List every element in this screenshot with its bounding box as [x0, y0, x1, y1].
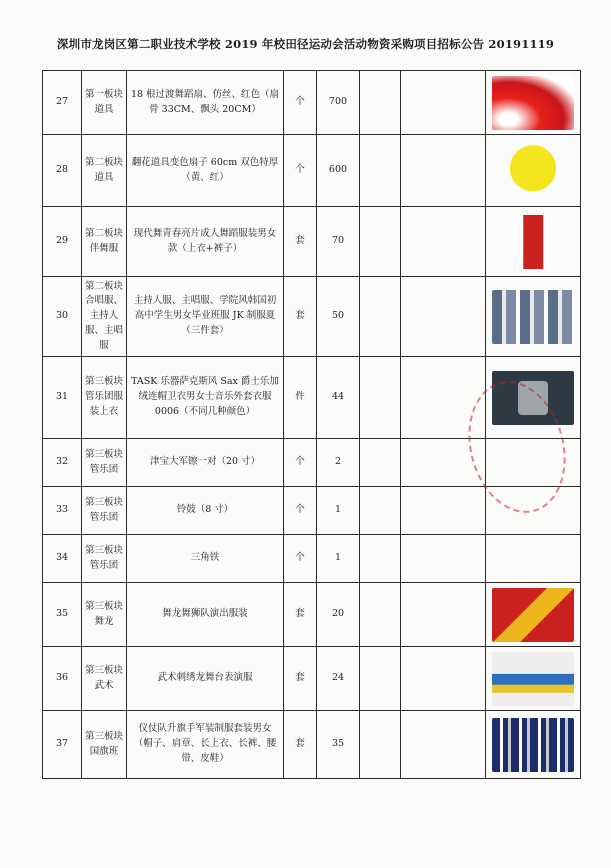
table-row	[43, 207, 581, 277]
row-empty-cell	[360, 535, 401, 583]
row-empty-cell	[360, 207, 401, 277]
table-row	[43, 711, 581, 779]
row-description: 主持人服、主唱服、学院风韩国初高中学生男女毕业班服 JK 制服夏（三件套）	[127, 277, 284, 357]
row-empty-cell	[401, 583, 486, 647]
wushu-photo	[492, 652, 574, 706]
row-description: 铃鼓（8 寸）	[127, 487, 284, 535]
row-empty-cell	[360, 487, 401, 535]
row-description: 舞龙舞狮队演出服装	[127, 583, 284, 647]
row-empty-cell	[401, 277, 486, 357]
row-unit: 个	[284, 439, 317, 487]
yellow-fan-photo	[492, 144, 574, 198]
row-number: 34	[43, 535, 82, 583]
row-unit: 套	[284, 647, 317, 711]
row-quantity: 50	[317, 277, 360, 357]
row-image-cell	[486, 535, 581, 583]
row-quantity: 70	[317, 207, 360, 277]
row-empty-cell	[401, 535, 486, 583]
row-category: 第三板块管乐团	[82, 487, 127, 535]
row-number: 32	[43, 439, 82, 487]
row-category: 第三板块管乐团	[82, 439, 127, 487]
table-row	[43, 535, 581, 583]
row-image-cell	[486, 583, 581, 647]
row-image-cell	[486, 711, 581, 779]
row-image-cell	[486, 207, 581, 277]
row-description: 现代舞青春亮片成人舞蹈服装男女款（上衣+裤子）	[127, 207, 284, 277]
table-row	[43, 583, 581, 647]
row-unit: 个	[284, 487, 317, 535]
table-row	[43, 135, 581, 207]
row-description: 18 根过渡舞蹈扇、仿丝、红色（扇骨 33CM、飘头 20CM）	[127, 71, 284, 135]
row-quantity: 44	[317, 357, 360, 439]
row-empty-cell	[360, 583, 401, 647]
row-category: 第三板块舞龙	[82, 583, 127, 647]
row-number: 37	[43, 711, 82, 779]
uniform-photo	[492, 290, 574, 344]
row-unit: 套	[284, 711, 317, 779]
row-empty-cell	[360, 71, 401, 135]
row-empty-cell	[401, 135, 486, 207]
row-empty-cell	[401, 487, 486, 535]
row-empty-cell	[360, 135, 401, 207]
row-description: 三角铁	[127, 535, 284, 583]
row-unit: 个	[284, 71, 317, 135]
row-quantity: 35	[317, 711, 360, 779]
row-unit: 套	[284, 207, 317, 277]
row-category: 第二板块道具	[82, 135, 127, 207]
row-unit: 个	[284, 135, 317, 207]
row-image-cell	[486, 135, 581, 207]
row-description: TASK 乐器萨克斯风 Sax 爵士乐加绒连帽卫衣男女士音乐外套衣服 0006（不同几种颜色）	[127, 357, 284, 439]
row-empty-cell	[360, 647, 401, 711]
row-category: 第三板块管乐团服装上衣	[82, 357, 127, 439]
row-empty-cell	[401, 647, 486, 711]
row-unit: 套	[284, 277, 317, 357]
dance-costume-photo	[508, 215, 558, 269]
row-category: 第一板块道具	[82, 71, 127, 135]
row-description: 武术刺绣龙舞台表演服	[127, 647, 284, 711]
row-description: 仪仗队升旗手军装制服套装男女（帽子、肩章、长上衣、长裤、腰带、皮鞋）	[127, 711, 284, 779]
row-quantity: 20	[317, 583, 360, 647]
document-title: 深圳市龙岗区第二职业技术学校 2019 年校田径运动会活动物资采购项目招标公告 20191119	[56, 37, 555, 51]
row-quantity: 1	[317, 535, 360, 583]
row-number: 35	[43, 583, 82, 647]
lion-dance-photo	[492, 588, 574, 642]
row-quantity: 1	[317, 487, 360, 535]
row-number: 29	[43, 207, 82, 277]
row-description: 翻花道具变色扇子 60cm 双色特厚（黄、红）	[127, 135, 284, 207]
flag-guard-photo	[492, 718, 574, 772]
row-empty-cell	[401, 71, 486, 135]
row-quantity: 700	[317, 71, 360, 135]
row-number: 28	[43, 135, 82, 207]
row-unit: 套	[284, 583, 317, 647]
row-category: 第三板块国旗班	[82, 711, 127, 779]
row-category: 第二板块合唱服、主持人服、主唱服	[82, 277, 127, 357]
table-row	[43, 71, 581, 135]
row-category: 第三板块管乐团	[82, 535, 127, 583]
row-empty-cell	[401, 207, 486, 277]
row-image-cell	[486, 71, 581, 135]
row-number: 30	[43, 277, 82, 357]
row-number: 36	[43, 647, 82, 711]
red-fan-photo	[492, 76, 574, 130]
row-empty-cell	[360, 357, 401, 439]
row-empty-cell	[360, 439, 401, 487]
row-quantity: 24	[317, 647, 360, 711]
row-empty-cell	[360, 711, 401, 779]
row-category: 第二板块伴舞服	[82, 207, 127, 277]
row-empty-cell	[360, 277, 401, 357]
row-number: 27	[43, 71, 82, 135]
row-number: 33	[43, 487, 82, 535]
row-unit: 个	[284, 535, 317, 583]
row-unit: 件	[284, 357, 317, 439]
row-number: 31	[43, 357, 82, 439]
row-category: 第三板块武术	[82, 647, 127, 711]
row-image-cell	[486, 277, 581, 357]
row-quantity: 2	[317, 439, 360, 487]
row-empty-cell	[401, 711, 486, 779]
row-quantity: 600	[317, 135, 360, 207]
table-row	[43, 647, 581, 711]
table-row	[43, 277, 581, 357]
row-image-cell	[486, 647, 581, 711]
row-description: 津宝大军镲一对（20 寸）	[127, 439, 284, 487]
